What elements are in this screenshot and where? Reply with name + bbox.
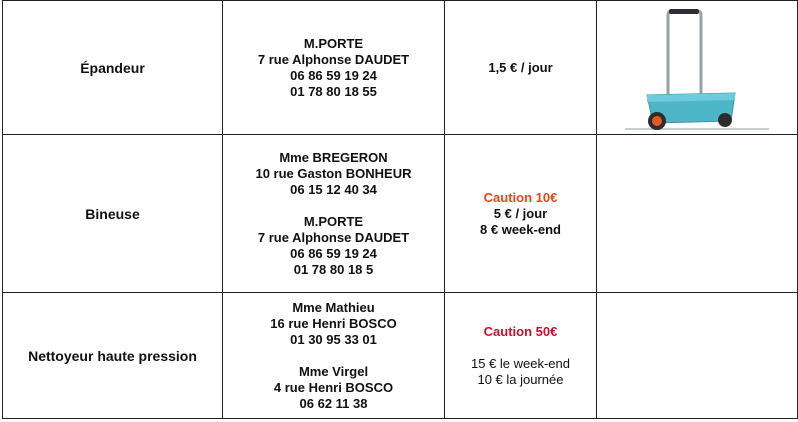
contact-phone: 01 78 80 18 55 <box>290 83 377 99</box>
table-row <box>3 293 798 419</box>
price-line: 10 € la journée <box>477 371 564 387</box>
image-cell <box>597 135 798 293</box>
contact-phone: 06 86 59 19 24 <box>290 245 377 261</box>
item-name: Nettoyeur haute pression <box>3 293 223 419</box>
caution-label: Caution 10€ <box>483 189 558 205</box>
rental-table <box>2 0 798 419</box>
contact-block <box>223 364 444 412</box>
contact-phone: 06 86 59 19 24 <box>290 67 377 83</box>
item-name: Épandeur <box>3 1 223 135</box>
contact-name: M.PORTE <box>303 35 364 51</box>
contact-address: 16 rue Henri BOSCO <box>270 315 397 331</box>
price-cell <box>445 135 597 293</box>
price-cell <box>445 1 597 135</box>
price-line: 15 € le week-end <box>470 355 570 371</box>
price-line: 1,5 € / jour <box>488 59 553 75</box>
contact-phone: 01 30 95 33 01 <box>290 331 377 347</box>
contact-phone: 06 62 11 38 <box>299 395 368 411</box>
contact-cell <box>223 135 445 293</box>
contact-name: Mme Mathieu <box>292 299 375 315</box>
contact-address: 7 rue Alphonse DAUDET <box>257 229 410 245</box>
image-cell <box>597 1 798 135</box>
contact-name: Mme BREGERON <box>279 149 388 165</box>
lawn-spreader-image <box>617 3 777 133</box>
contact-phone: 01 78 80 18 5 <box>293 261 374 277</box>
price-cell <box>445 293 597 419</box>
contact-address: 7 rue Alphonse DAUDET <box>257 51 410 67</box>
contact-block <box>223 36 444 100</box>
contact-cell <box>223 1 445 135</box>
table-row <box>3 135 798 293</box>
caution-label: Caution 50€ <box>483 323 558 339</box>
price-line: 8 € week-end <box>480 221 561 237</box>
contact-address: 10 rue Gaston BONHEUR <box>255 165 412 181</box>
contact-block <box>223 300 444 348</box>
contact-phone: 06 15 12 40 34 <box>290 181 377 197</box>
contact-block <box>223 150 444 198</box>
image-cell <box>597 293 798 419</box>
contact-block <box>223 214 444 278</box>
price-line: 5 € / jour <box>493 205 548 221</box>
contact-name: Mme Virgel <box>298 363 369 379</box>
table-row <box>3 1 798 135</box>
contact-cell <box>223 293 445 419</box>
contact-name: M.PORTE <box>303 213 364 229</box>
item-name: Bineuse <box>3 135 223 293</box>
contact-address: 4 rue Henri BOSCO <box>273 379 394 395</box>
